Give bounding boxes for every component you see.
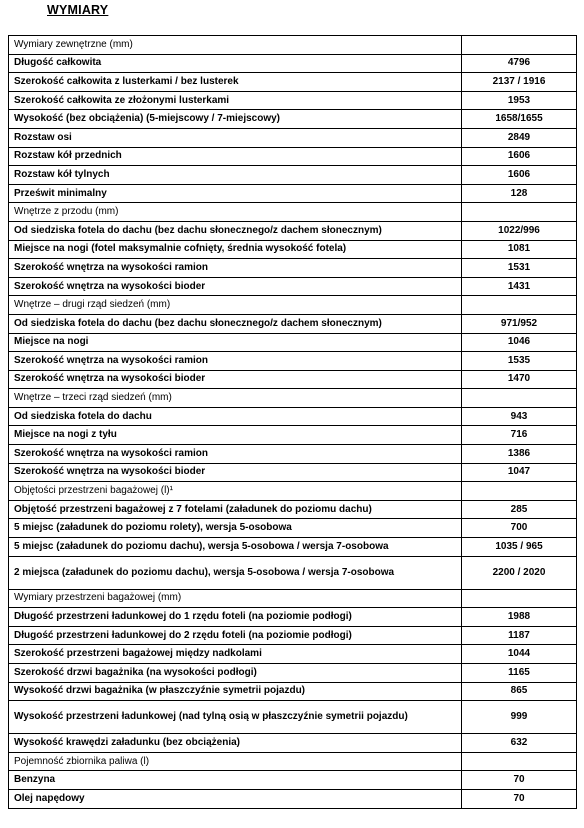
section-header-row bbox=[9, 203, 577, 222]
table-row bbox=[9, 259, 577, 278]
row-value: 1606 bbox=[462, 166, 577, 185]
table-row bbox=[9, 771, 577, 790]
row-label: Szerokość drzwi bagażnika (na wysokości podłogi) bbox=[9, 664, 462, 683]
row-label: Szerokość wnętrza na wysokości ramion bbox=[9, 352, 462, 371]
row-value: 1658/1655 bbox=[462, 110, 577, 129]
table-row bbox=[9, 166, 577, 185]
row-label: Wysokość drzwi bagażnika (w płaszczyźnie symetrii pojazdu) bbox=[9, 682, 462, 701]
row-label: Objętości przestrzeni bagażowej (l)¹ bbox=[9, 482, 462, 501]
table-row bbox=[9, 240, 577, 259]
row-label: Wymiary zewnętrzne (mm) bbox=[9, 36, 462, 55]
row-value: 1531 bbox=[462, 259, 577, 278]
row-value: 1988 bbox=[462, 608, 577, 627]
row-label: Wnętrze z przodu (mm) bbox=[9, 203, 462, 222]
row-value bbox=[462, 589, 577, 608]
row-value bbox=[462, 36, 577, 55]
row-label: Szerokość wnętrza na wysokości bioder bbox=[9, 370, 462, 389]
row-label: Rozstaw kół przednich bbox=[9, 147, 462, 166]
row-label: Szerokość całkowita ze złożonymi lusterkami bbox=[9, 91, 462, 110]
table-row bbox=[9, 519, 577, 538]
table-row bbox=[9, 500, 577, 519]
table-row bbox=[9, 277, 577, 296]
row-value bbox=[462, 482, 577, 501]
row-value: 1044 bbox=[462, 645, 577, 664]
table-row bbox=[9, 645, 577, 664]
table-row bbox=[9, 352, 577, 371]
row-label: Od siedziska fotela do dachu (bez dachu słonecznego/z dachem słonecznym) bbox=[9, 314, 462, 333]
dimensions-table bbox=[8, 35, 577, 809]
row-label: Od siedziska fotela do dachu bbox=[9, 407, 462, 426]
row-value: 2200 / 2020 bbox=[462, 556, 577, 589]
table-row bbox=[9, 370, 577, 389]
table-row bbox=[9, 734, 577, 753]
row-label: Miejsce na nogi z tyłu bbox=[9, 426, 462, 445]
row-label: Rozstaw osi bbox=[9, 128, 462, 147]
row-value bbox=[462, 752, 577, 771]
row-value: 700 bbox=[462, 519, 577, 538]
table-row bbox=[9, 73, 577, 92]
row-label: Benzyna bbox=[9, 771, 462, 790]
table-row bbox=[9, 333, 577, 352]
table-row bbox=[9, 426, 577, 445]
table-row bbox=[9, 463, 577, 482]
row-value: 1953 bbox=[462, 91, 577, 110]
row-label: 5 miejsc (załadunek do poziomu rolety), wersja 5-osobowa bbox=[9, 519, 462, 538]
row-label: Długość przestrzeni ładunkowej do 2 rzędu foteli (na poziomie podłogi) bbox=[9, 626, 462, 645]
row-label: Wnętrze – drugi rząd siedzeń (mm) bbox=[9, 296, 462, 315]
row-label: Prześwit minimalny bbox=[9, 184, 462, 203]
table-row bbox=[9, 110, 577, 129]
row-label: Szerokość wnętrza na wysokości bioder bbox=[9, 463, 462, 482]
row-value: 1470 bbox=[462, 370, 577, 389]
row-value: 716 bbox=[462, 426, 577, 445]
row-label: Objętość przestrzeni bagażowej z 7 fotelami (załadunek do poziomu dachu) bbox=[9, 500, 462, 519]
row-label: Szerokość wnętrza na wysokości bioder bbox=[9, 277, 462, 296]
row-label: Szerokość wnętrza na wysokości ramion bbox=[9, 445, 462, 464]
table-row bbox=[9, 54, 577, 73]
table-row bbox=[9, 221, 577, 240]
row-label: 5 miejsc (załadunek do poziomu dachu), wersja 5-osobowa / wersja 7-osobowa bbox=[9, 538, 462, 557]
section-header-row bbox=[9, 296, 577, 315]
row-label: Wysokość krawędzi załadunku (bez obciążenia) bbox=[9, 734, 462, 753]
row-value: 70 bbox=[462, 789, 577, 808]
row-label: Miejsce na nogi bbox=[9, 333, 462, 352]
row-value: 1606 bbox=[462, 147, 577, 166]
row-value: 1035 / 965 bbox=[462, 538, 577, 557]
row-value: 1047 bbox=[462, 463, 577, 482]
dimensions-table-body bbox=[9, 36, 577, 809]
row-label: Długość przestrzeni ładunkowej do 1 rzędu foteli (na poziomie podłogi) bbox=[9, 608, 462, 627]
row-value: 4796 bbox=[462, 54, 577, 73]
row-value: 971/952 bbox=[462, 314, 577, 333]
table-row bbox=[9, 314, 577, 333]
section-header-row bbox=[9, 389, 577, 408]
row-value: 1081 bbox=[462, 240, 577, 259]
table-row bbox=[9, 664, 577, 683]
row-label: Szerokość wnętrza na wysokości ramion bbox=[9, 259, 462, 278]
row-value: 70 bbox=[462, 771, 577, 790]
row-value: 1187 bbox=[462, 626, 577, 645]
row-label: Wymiary przestrzeni bagażowej (mm) bbox=[9, 589, 462, 608]
row-label: Szerokość przestrzeni bagażowej między nadkolami bbox=[9, 645, 462, 664]
table-row bbox=[9, 556, 577, 589]
row-value bbox=[462, 203, 577, 222]
row-value: 1022/996 bbox=[462, 221, 577, 240]
row-value: 285 bbox=[462, 500, 577, 519]
row-value: 632 bbox=[462, 734, 577, 753]
row-value: 1046 bbox=[462, 333, 577, 352]
row-value: 999 bbox=[462, 701, 577, 734]
row-label: 2 miejsca (załadunek do poziomu dachu), wersja 5-osobowa / wersja 7-osobowa bbox=[9, 556, 462, 589]
document-title: WYMIARY bbox=[47, 3, 109, 17]
row-value: 865 bbox=[462, 682, 577, 701]
table-row bbox=[9, 91, 577, 110]
table-row bbox=[9, 701, 577, 734]
row-label: Pojemność zbiornika paliwa (l) bbox=[9, 752, 462, 771]
table-row bbox=[9, 789, 577, 808]
section-header-row bbox=[9, 752, 577, 771]
row-label: Wysokość (bez obciążenia) (5-miejscowy / 7-miejscowy) bbox=[9, 110, 462, 129]
table-row bbox=[9, 538, 577, 557]
row-value: 1535 bbox=[462, 352, 577, 371]
row-value bbox=[462, 389, 577, 408]
row-label: Rozstaw kół tylnych bbox=[9, 166, 462, 185]
section-header-row bbox=[9, 589, 577, 608]
row-label: Szerokość całkowita z lusterkami / bez lusterek bbox=[9, 73, 462, 92]
row-value: 1386 bbox=[462, 445, 577, 464]
row-value: 2137 / 1916 bbox=[462, 73, 577, 92]
row-label: Olej napędowy bbox=[9, 789, 462, 808]
section-header-row bbox=[9, 36, 577, 55]
row-value: 2849 bbox=[462, 128, 577, 147]
table-row bbox=[9, 445, 577, 464]
row-label: Miejsce na nogi (fotel maksymalnie cofnięty, średnia wysokość fotela) bbox=[9, 240, 462, 259]
row-value: 943 bbox=[462, 407, 577, 426]
row-label: Od siedziska fotela do dachu (bez dachu słonecznego/z dachem słonecznym) bbox=[9, 221, 462, 240]
row-value bbox=[462, 296, 577, 315]
row-label: Długość całkowita bbox=[9, 54, 462, 73]
row-label: Wnętrze – trzeci rząd siedzeń (mm) bbox=[9, 389, 462, 408]
table-row bbox=[9, 626, 577, 645]
row-value: 1165 bbox=[462, 664, 577, 683]
row-label: Wysokość przestrzeni ładunkowej (nad tylną osią w płaszczyźnie symetrii pojazdu) bbox=[9, 701, 462, 734]
row-value: 1431 bbox=[462, 277, 577, 296]
table-row bbox=[9, 147, 577, 166]
row-value: 128 bbox=[462, 184, 577, 203]
table-row bbox=[9, 407, 577, 426]
table-row bbox=[9, 682, 577, 701]
table-row bbox=[9, 128, 577, 147]
table-row bbox=[9, 608, 577, 627]
table-row bbox=[9, 184, 577, 203]
section-header-row bbox=[9, 482, 577, 501]
